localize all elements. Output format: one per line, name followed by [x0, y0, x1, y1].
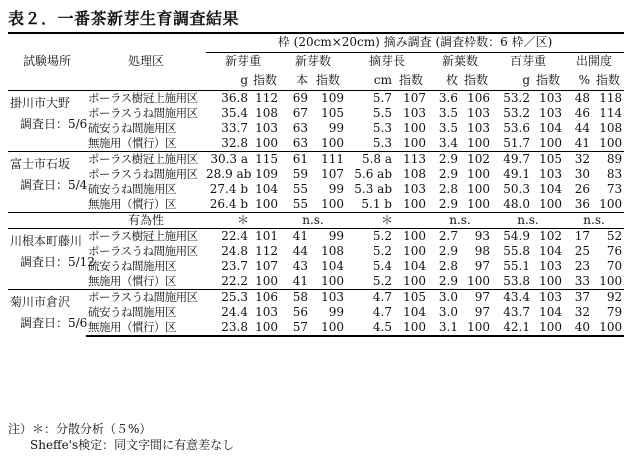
value-cell: 103 [539, 105, 562, 120]
value-cell: 37 [564, 289, 592, 305]
value-cell: 57 [280, 320, 310, 336]
site-cell [8, 289, 86, 336]
treatment-name: 無施用（慣行）区 [88, 196, 176, 211]
value-cell: 99 [328, 304, 344, 319]
value-cell: 30.3 a [206, 151, 250, 167]
value-cell: 3.5 [438, 120, 458, 135]
survey-date: 調査日：5/6 [20, 116, 88, 131]
value-cell: 103 [539, 90, 562, 105]
value-cell: 108 [599, 120, 623, 135]
significance-value: ＊ [206, 212, 280, 228]
value-cell: 79 [606, 304, 623, 319]
site-name: 菊川市倉沢 [10, 294, 71, 309]
value-cell: 104 [321, 258, 344, 273]
value-cell: 104 [403, 304, 426, 319]
treatment-name: 無施用（慣行）区 [88, 135, 176, 150]
value-cell: 104 [539, 243, 562, 258]
value-cell: 27.4 b [209, 181, 248, 196]
value-cell: 5.3 ab [354, 181, 392, 196]
value-cell: 100 [599, 273, 623, 288]
value-cell: 41 [280, 228, 310, 244]
value-cell: 100 [403, 196, 426, 211]
value-cell: 83 [606, 166, 623, 181]
value-cell: 56 [292, 304, 308, 319]
value-cell: 105 [532, 151, 564, 167]
value-cell: 100 [321, 196, 344, 211]
treatment-name: 無施用（慣行）区 [86, 320, 206, 336]
value-cell: 105 [394, 289, 428, 305]
value-cell: 63 [292, 135, 308, 150]
value-cell: 40 [564, 320, 592, 336]
value-cell: 32 [564, 151, 592, 167]
value-cell: 2.9 [438, 243, 458, 258]
results-table [8, 32, 624, 337]
value-cell: 97 [474, 304, 490, 319]
unit-label: 指数 [310, 71, 346, 90]
treatment-name: 硫安うね間施用区 [88, 181, 176, 196]
value-cell: 107 [321, 166, 344, 181]
value-cell: 112 [255, 243, 278, 258]
value-cell: 112 [255, 90, 278, 105]
table-title: 表２．一番茶新芽生育調査結果 [8, 9, 240, 28]
unit-label: 枚 [428, 71, 460, 90]
value-cell: 5.2 [372, 243, 392, 258]
site-cell [8, 90, 86, 151]
value-cell: 32.8 [221, 135, 248, 150]
value-cell: 53.2 [503, 105, 530, 120]
value-cell: 100 [255, 196, 278, 211]
value-cell: 23.8 [206, 320, 250, 336]
value-cell: 100 [539, 273, 562, 288]
table-row [8, 90, 624, 106]
unit-label: 指数 [592, 71, 624, 90]
table-row [8, 197, 624, 213]
value-cell: 100 [467, 135, 490, 150]
value-cell: 100 [394, 228, 428, 244]
value-cell: 100 [403, 120, 426, 135]
value-cell: 5.6 ab [354, 166, 392, 181]
significance-value: n.s. [428, 212, 492, 228]
value-cell: 17 [564, 228, 592, 244]
value-cell: 33 [574, 273, 590, 288]
value-cell: 3.0 [428, 289, 460, 305]
site-cell [8, 228, 95, 289]
value-cell: 2.8 [438, 181, 458, 196]
header-col: 出開度 [576, 54, 613, 69]
value-cell: 55 [292, 196, 308, 211]
value-cell: 2.7 [428, 228, 460, 244]
value-cell: 41 [574, 135, 590, 150]
value-cell: 22.4 [206, 228, 250, 244]
value-cell: 24.4 [221, 304, 248, 319]
value-cell: 50.3 [503, 181, 530, 196]
value-cell: 2.8 [438, 258, 458, 273]
value-cell: 61 [280, 151, 310, 167]
value-cell: 3.0 [438, 304, 458, 319]
value-cell: 49.7 [492, 151, 532, 167]
value-cell: 109 [321, 90, 344, 105]
value-cell: 52 [592, 228, 624, 244]
treatment-name: 硫安うね間施用区 [88, 120, 176, 135]
significance-value: ＊ [346, 212, 428, 228]
value-cell: 73 [606, 181, 623, 196]
value-cell: 100 [599, 196, 623, 211]
treatment-name: 硫安うね間施用区 [88, 258, 176, 273]
survey-date: 調査日：5/12 [20, 254, 95, 269]
value-cell: 113 [394, 151, 428, 167]
value-cell: 111 [310, 151, 346, 167]
value-cell: 25 [574, 243, 590, 258]
value-cell: 106 [467, 90, 490, 105]
unit-label: cm [346, 71, 394, 90]
table-row [8, 244, 624, 259]
value-cell: 23.7 [221, 258, 248, 273]
value-cell: 100 [321, 135, 344, 150]
value-cell: 69 [292, 90, 308, 105]
value-cell: 55 [292, 181, 308, 196]
value-cell: 102 [460, 151, 492, 167]
significance-label: 有為性 [86, 212, 206, 228]
value-cell: 107 [255, 258, 278, 273]
value-cell: 70 [606, 258, 623, 273]
significance-value: n.s. [280, 212, 346, 228]
value-cell: 104 [403, 258, 426, 273]
value-cell: 103 [310, 289, 346, 305]
value-cell: 100 [539, 135, 562, 150]
value-cell: 100 [599, 135, 623, 150]
value-cell: 97 [474, 258, 490, 273]
value-cell: 53.2 [503, 90, 530, 105]
value-cell: 108 [403, 166, 426, 181]
value-cell: 100 [394, 320, 428, 336]
table-row [8, 167, 624, 182]
treatment-name: 硫安うね間施用区 [88, 304, 176, 319]
value-cell: 28.9 ab [206, 166, 252, 181]
value-cell: 103 [403, 181, 426, 196]
value-cell: 43.7 [503, 304, 530, 319]
value-cell: 102 [532, 228, 564, 244]
treatment-name: ポーラスうね間施用区 [86, 289, 206, 305]
value-cell: 5.2 [372, 273, 392, 288]
value-cell: 100 [255, 273, 278, 288]
site-cell [8, 151, 86, 212]
value-cell: 108 [255, 105, 278, 120]
value-cell: 100 [310, 320, 346, 336]
value-cell: 109 [255, 166, 278, 181]
table-row [8, 259, 624, 274]
value-cell: 5.5 [372, 105, 392, 120]
value-cell: 48.0 [503, 196, 530, 211]
value-cell: 103 [532, 289, 564, 305]
unit-label: 指数 [460, 71, 492, 90]
table-row [8, 320, 624, 336]
value-cell: 103 [255, 120, 278, 135]
header-site: 試験場所 [8, 33, 86, 90]
survey-date: 調査日：5/4 [20, 177, 88, 192]
value-cell: 30 [574, 166, 590, 181]
value-cell: 118 [599, 90, 623, 105]
table-row [8, 228, 624, 244]
value-cell: 108 [321, 243, 344, 258]
site-name: 川根本町藤川 [10, 233, 83, 248]
unit-label: 指数 [394, 71, 428, 90]
value-cell: 101 [250, 228, 280, 244]
value-cell: 97 [460, 289, 492, 305]
value-cell: 3.6 [438, 90, 458, 105]
treatment-name: ポーラスうね間施用区 [88, 166, 198, 181]
value-cell: 5.3 [372, 120, 392, 135]
value-cell: 59 [292, 166, 308, 181]
value-cell: 103 [403, 105, 426, 120]
value-cell: 103 [467, 105, 490, 120]
value-cell: 44 [574, 120, 590, 135]
value-cell: 5.1 b [361, 196, 392, 211]
value-cell: 107 [403, 90, 426, 105]
value-cell: 100 [321, 273, 344, 288]
value-cell: 36 [574, 196, 590, 211]
value-cell: 115 [250, 151, 280, 167]
survey-date: 調査日：5/6 [20, 315, 88, 330]
value-cell: 2.9 [438, 166, 458, 181]
header-col: 百芽重 [509, 54, 546, 69]
unit-label: 本 [280, 71, 310, 90]
value-cell: 3.5 [438, 105, 458, 120]
value-cell: 51.7 [503, 135, 530, 150]
value-cell: 105 [321, 105, 344, 120]
table-row [8, 289, 624, 305]
value-cell: 55.8 [503, 243, 530, 258]
value-cell: 5.8 a [346, 151, 394, 167]
value-cell: 3.4 [438, 135, 458, 150]
value-cell: 100 [403, 243, 426, 258]
value-cell: 104 [255, 181, 278, 196]
value-cell: 2.9 [438, 273, 458, 288]
value-cell: 93 [460, 228, 492, 244]
value-cell: 98 [474, 243, 490, 258]
unit-label: 指数 [250, 71, 280, 90]
value-cell: 53.6 [503, 120, 530, 135]
value-cell: 104 [539, 304, 562, 319]
value-cell: 43.4 [492, 289, 532, 305]
note-sheffe: Sheffe's検定：同文字間に有意差なし [30, 438, 235, 452]
table-row [8, 106, 624, 121]
value-cell: 5.3 [372, 135, 392, 150]
value-cell: 100 [403, 135, 426, 150]
header-col: 新芽数 [294, 54, 331, 69]
value-cell: 103 [539, 258, 562, 273]
table-row [8, 305, 624, 320]
value-cell: 100 [592, 320, 624, 336]
header-col: 新葉数 [441, 54, 478, 69]
treatment-name: 無施用（慣行）区 [88, 273, 176, 288]
value-cell: 24.8 [221, 243, 248, 258]
value-cell: 89 [592, 151, 624, 167]
value-cell: 5.4 [372, 258, 392, 273]
table-row [8, 151, 624, 167]
value-cell: 100 [467, 166, 490, 181]
value-cell: 4.7 [372, 304, 392, 319]
value-cell: 100 [460, 320, 492, 336]
site-name: 富士市石坂 [10, 156, 71, 171]
value-cell: 5.7 [372, 90, 392, 105]
value-cell: 4.5 [346, 320, 394, 336]
treatment-name: ポーラス樹冠上施用区 [88, 90, 198, 105]
value-cell: 22.2 [221, 273, 248, 288]
value-cell: 99 [328, 120, 344, 135]
value-cell: 3.1 [428, 320, 460, 336]
value-cell: 25.3 [206, 289, 250, 305]
value-cell: 49.1 [503, 166, 530, 181]
value-cell: 100 [403, 273, 426, 288]
unit-label: g [206, 71, 250, 90]
header-treatment: 処理区 [86, 33, 206, 90]
significance-row [8, 212, 624, 228]
value-cell: 100 [467, 273, 490, 288]
unit-label: % [564, 71, 592, 90]
value-cell: 103 [467, 120, 490, 135]
value-cell: 26 [574, 181, 590, 196]
value-cell: 26.4 b [209, 196, 248, 211]
value-cell: 35.4 [221, 105, 248, 120]
value-cell: 106 [250, 289, 280, 305]
value-cell: 5.2 [346, 228, 394, 244]
value-cell: 104 [539, 181, 562, 196]
note-anova: 注）＊：分散分析（５%） [8, 422, 152, 436]
value-cell: 4.7 [346, 289, 394, 305]
value-cell: 104 [539, 120, 562, 135]
value-cell: 48 [574, 90, 590, 105]
value-cell: 67 [292, 105, 308, 120]
value-cell: 2.9 [428, 151, 460, 167]
table-row [8, 274, 624, 290]
value-cell: 103 [539, 166, 562, 181]
value-cell: 55.1 [503, 258, 530, 273]
value-cell: 54.9 [492, 228, 532, 244]
significance-value: n.s. [564, 212, 624, 228]
value-cell: 42.1 [492, 320, 532, 336]
value-cell: 44 [292, 243, 308, 258]
significance-value: n.s. [492, 212, 564, 228]
treatment-name: ポーラスうね間施用区 [88, 105, 198, 120]
value-cell: 32 [574, 304, 590, 319]
value-cell: 63 [292, 120, 308, 135]
treatment-name: ポーラスうね間施用区 [88, 243, 198, 258]
value-cell: 76 [606, 243, 623, 258]
header-col: 新芽重 [224, 54, 261, 69]
treatment-name: ポーラス樹冠上施用区 [86, 151, 206, 167]
value-cell: 23 [574, 258, 590, 273]
value-cell: 100 [539, 196, 562, 211]
value-cell: 114 [599, 105, 623, 120]
unit-label: g [492, 71, 532, 90]
header-col: 摘芽長 [368, 54, 405, 69]
value-cell: 100 [467, 181, 490, 196]
value-cell: 92 [592, 289, 624, 305]
header-group: 枠 (20cm×20cm) 摘み調査 (調査枠数：6 枠／区) [206, 33, 624, 52]
value-cell: 43 [292, 258, 308, 273]
table-row [8, 136, 624, 152]
value-cell: 100 [255, 135, 278, 150]
value-cell: 58 [280, 289, 310, 305]
value-cell: 41 [292, 273, 308, 288]
value-cell: 2.9 [438, 196, 458, 211]
value-cell: 33.7 [221, 120, 248, 135]
value-cell: 100 [250, 320, 280, 336]
unit-label: 指数 [532, 71, 564, 90]
site-name: 掛川市大野 [10, 95, 71, 110]
value-cell: 103 [255, 304, 278, 319]
table-row [8, 121, 624, 136]
value-cell: 99 [310, 228, 346, 244]
value-cell: 100 [467, 196, 490, 211]
value-cell: 53.8 [503, 273, 530, 288]
value-cell: 36.8 [221, 90, 248, 105]
value-cell: 46 [574, 105, 590, 120]
treatment-name: ポーラス樹冠上施用区 [86, 228, 206, 244]
table-row [8, 182, 624, 197]
value-cell: 99 [328, 181, 344, 196]
value-cell: 100 [532, 320, 564, 336]
